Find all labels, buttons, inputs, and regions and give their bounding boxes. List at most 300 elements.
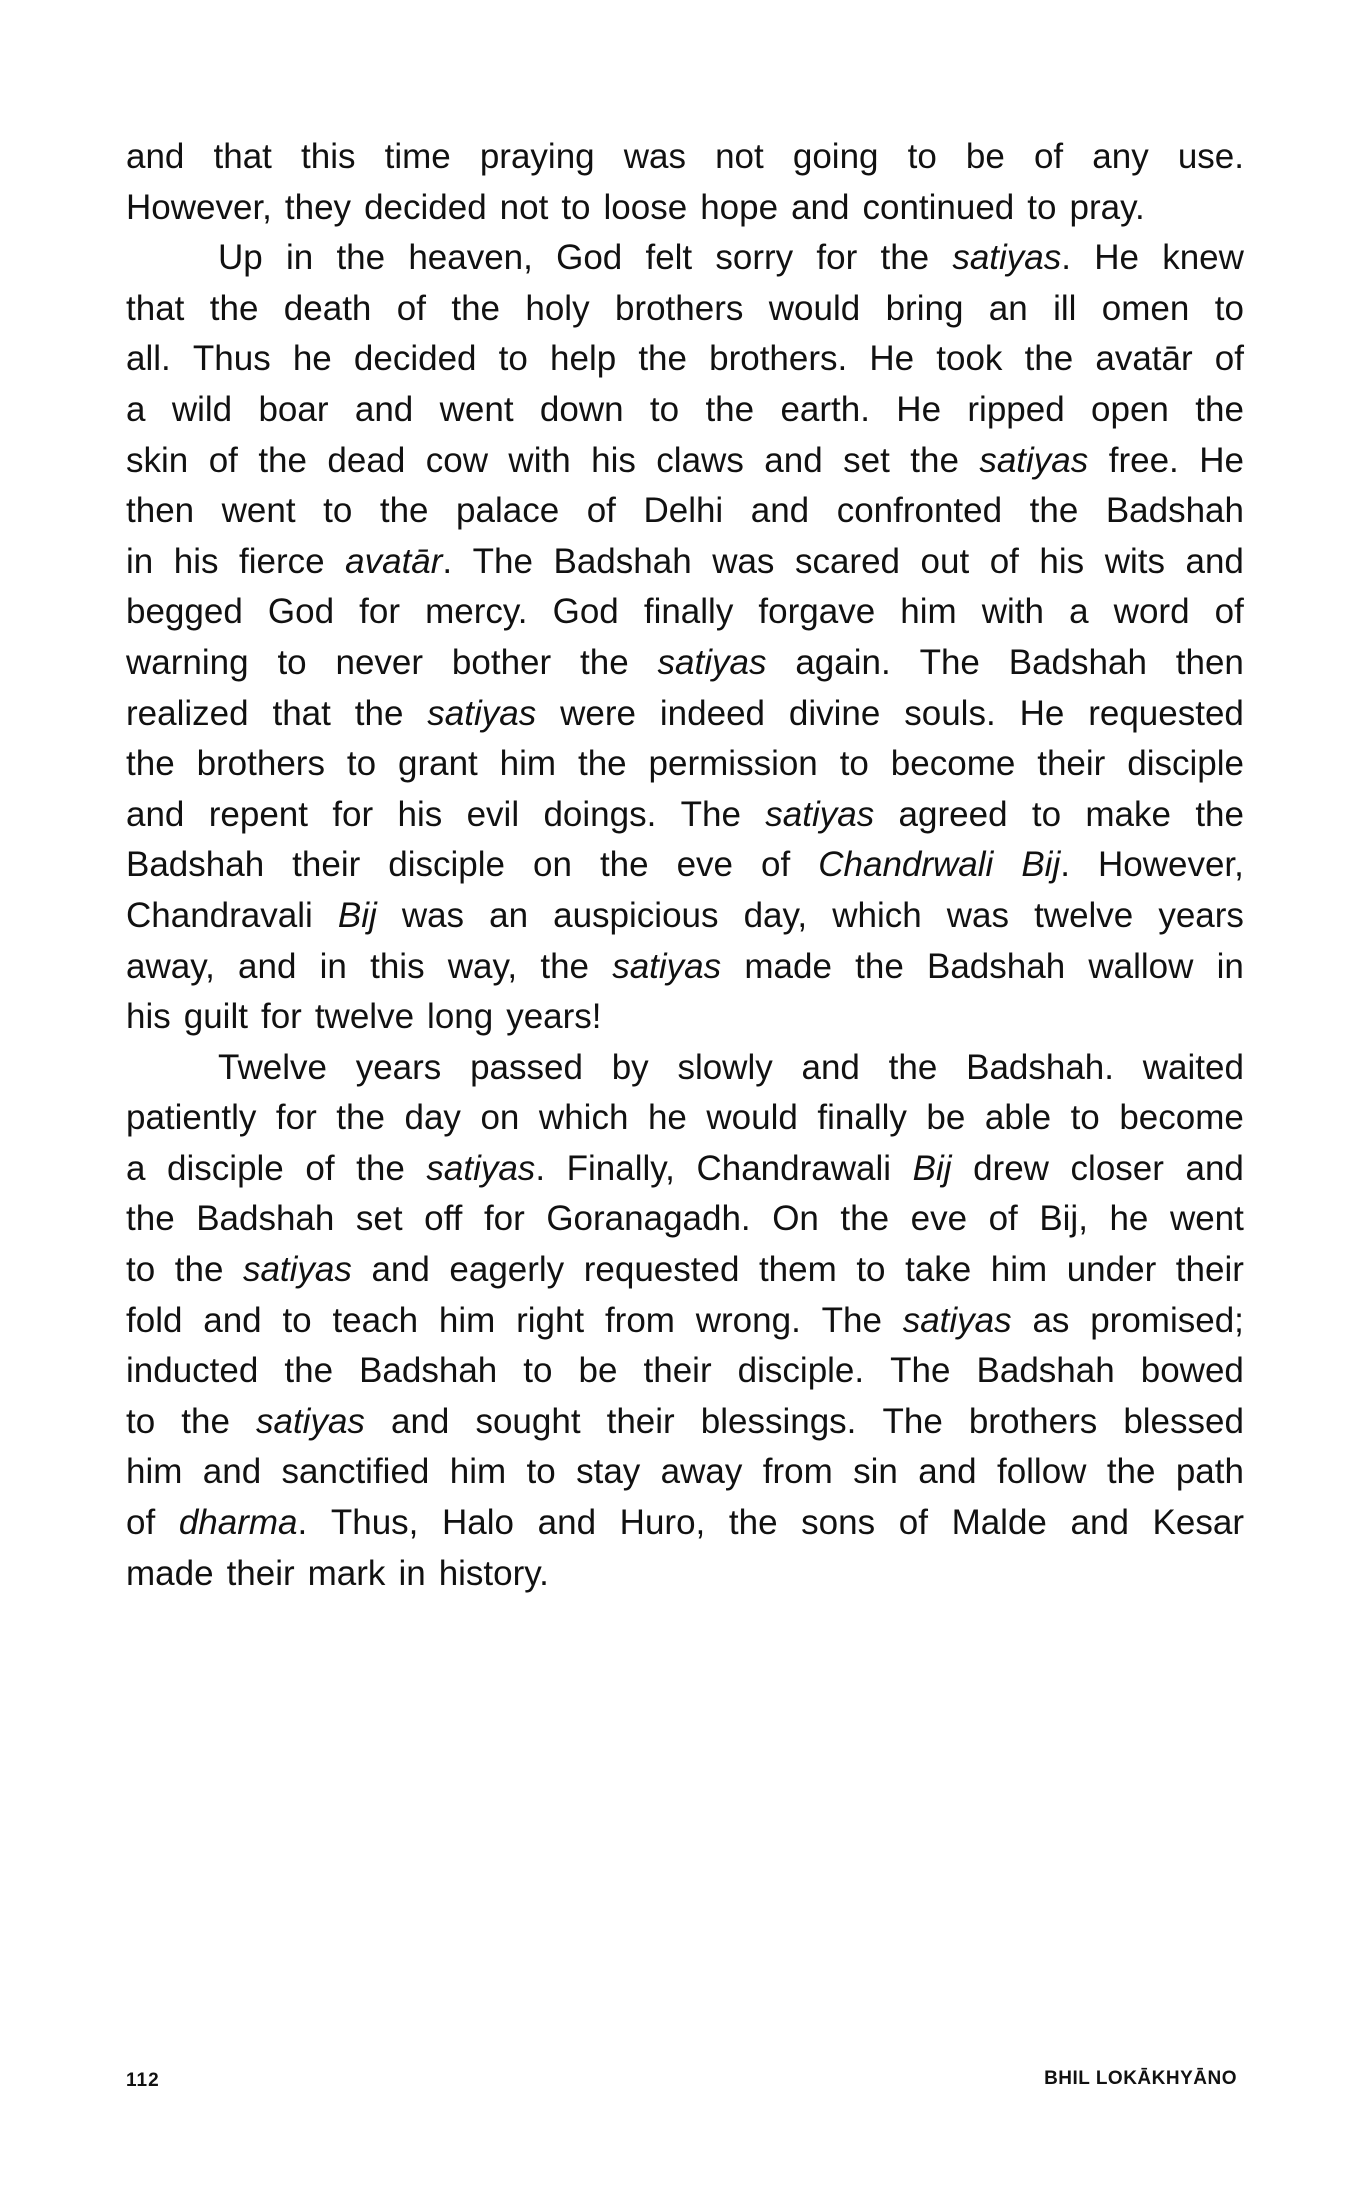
word: Badshah — [1105, 491, 1244, 531]
word: Delhi — [643, 491, 724, 531]
word: path — [1175, 1452, 1244, 1492]
word: years! — [506, 997, 602, 1037]
word: his — [1039, 541, 1085, 581]
word: for — [260, 997, 302, 1037]
word: brothers — [614, 288, 744, 328]
word: their — [226, 1553, 295, 1593]
word: auspicious — [553, 895, 719, 935]
word: make — [1085, 794, 1171, 834]
word: him — [449, 1452, 507, 1492]
word: for — [332, 794, 374, 834]
body-text — [126, 132, 1244, 1599]
word: avatār — [1095, 339, 1193, 379]
word: to — [907, 137, 937, 176]
word: mark — [307, 1553, 386, 1593]
word: on — [480, 1098, 520, 1138]
word: bring — [885, 288, 964, 328]
word: requested — [1088, 693, 1244, 733]
word: the — [336, 238, 386, 278]
word: waited — [1142, 1047, 1244, 1087]
word: not — [499, 187, 549, 227]
italic-word: satiyas — [255, 1401, 365, 1441]
word: the — [356, 1148, 405, 1188]
word: patiently — [126, 1098, 257, 1138]
word: long — [427, 997, 494, 1037]
word: of — [396, 288, 426, 328]
word: heaven, — [408, 238, 533, 278]
word: his — [173, 541, 219, 581]
word: down — [539, 389, 624, 429]
word: to — [649, 389, 680, 429]
word: an — [988, 288, 1028, 328]
text-line — [126, 1043, 1244, 1094]
word: and — [203, 1300, 262, 1340]
word: Badshah. — [966, 1047, 1114, 1087]
italic-word: satiyas — [657, 642, 767, 682]
word: off — [424, 1199, 463, 1239]
word: scared — [794, 541, 901, 581]
word: and — [1185, 1148, 1244, 1188]
italic-word: Bij — [337, 895, 377, 935]
word: repent — [208, 794, 308, 834]
word: eve — [676, 845, 734, 885]
word: day — [404, 1098, 461, 1138]
word: a — [126, 389, 146, 429]
word: of — [898, 1503, 928, 1543]
running-title: BHIL LOKĀKHYĀNO — [1044, 2068, 1237, 2089]
word: brothers — [196, 744, 325, 784]
word: to — [282, 1300, 312, 1340]
word: not — [715, 137, 764, 176]
word: years — [1158, 895, 1244, 935]
word: the — [209, 288, 259, 328]
word: their — [606, 1401, 675, 1441]
page-number: 112 — [126, 2070, 160, 2091]
text-line — [126, 1245, 1244, 1296]
word: word — [1113, 592, 1190, 632]
word: was — [623, 137, 686, 176]
word: history. — [438, 1553, 549, 1593]
word: knew — [1162, 238, 1244, 278]
word: to — [839, 744, 869, 784]
word: in — [398, 1553, 426, 1593]
word: dead — [327, 440, 406, 480]
text-line — [126, 638, 1244, 689]
word: agreed — [898, 794, 1008, 834]
word: the — [1195, 389, 1244, 429]
word: day, — [743, 895, 808, 935]
word: death — [283, 288, 372, 328]
word: Thus — [192, 339, 271, 379]
word: begged — [126, 592, 243, 632]
italic-word: satiyas — [765, 794, 875, 834]
word: in — [1216, 946, 1244, 986]
word: He — [1094, 238, 1139, 278]
word: the — [705, 389, 755, 429]
word: of — [126, 1503, 156, 1543]
word: Halo — [442, 1503, 515, 1543]
word: He — [869, 339, 915, 379]
word: blessed — [1123, 1401, 1244, 1441]
word: for — [816, 238, 858, 278]
word: disciple — [1127, 744, 1244, 784]
word: his — [126, 997, 171, 1037]
text-line — [126, 992, 1244, 1043]
word: the — [1195, 794, 1244, 834]
word: years — [355, 1047, 442, 1087]
punctuation: . — [1060, 845, 1070, 885]
word: and — [537, 1503, 597, 1543]
word: the — [174, 1250, 224, 1290]
word: be — [965, 137, 1005, 176]
word: then — [126, 491, 195, 531]
word: palace — [456, 491, 560, 531]
word: become — [890, 744, 1016, 784]
word: be — [578, 1351, 618, 1391]
word: would — [706, 1098, 798, 1138]
word: bother — [451, 642, 552, 682]
word: to — [856, 1250, 886, 1290]
word: their — [1175, 1250, 1244, 1290]
word: Up — [218, 238, 263, 278]
word: away — [660, 1452, 743, 1492]
text-line — [126, 537, 1244, 588]
word: and — [126, 794, 185, 834]
word: this — [301, 137, 356, 176]
text-line — [126, 233, 1244, 284]
punctuation: . — [1061, 238, 1072, 278]
word: omen — [1101, 288, 1190, 328]
word: loose — [603, 187, 688, 227]
text-line — [126, 1296, 1244, 1347]
word: Twelve — [218, 1047, 327, 1087]
word: Badshah — [976, 1351, 1115, 1391]
word: guilt — [183, 997, 248, 1037]
word: and — [764, 440, 823, 480]
word: Finally, — [566, 1148, 675, 1188]
word: finally — [643, 592, 734, 632]
word: God — [556, 238, 623, 278]
word: were — [560, 693, 636, 733]
word: of — [1214, 339, 1244, 379]
text-line — [126, 436, 1244, 487]
word: grant — [397, 744, 478, 784]
word: Malde — [951, 1503, 1047, 1543]
italic-word: Bij. — [1021, 845, 1070, 885]
word: The — [472, 541, 533, 581]
word: disciple — [388, 845, 505, 885]
word: to — [126, 1250, 156, 1290]
word: set — [843, 440, 890, 480]
word: his — [397, 794, 443, 834]
word: that — [213, 137, 272, 176]
text-line — [126, 840, 1244, 891]
word: any — [1092, 137, 1149, 176]
word: doings. — [543, 794, 657, 834]
word: teach — [332, 1300, 419, 1340]
word: Goranagadh. — [546, 1199, 751, 1239]
word: to — [346, 744, 377, 784]
word: under — [1066, 1250, 1157, 1290]
punctuation: . — [442, 541, 453, 581]
word: promised; — [1090, 1300, 1244, 1340]
word: all. — [126, 339, 171, 379]
word: which — [538, 1098, 629, 1138]
word: Badshah — [553, 541, 692, 581]
word: the — [258, 440, 307, 480]
word: wrong. — [695, 1300, 801, 1340]
word: they — [284, 187, 352, 227]
text-line — [126, 1093, 1244, 1144]
word: out — [920, 541, 970, 581]
word: ill — [1053, 288, 1077, 328]
text-line — [126, 1194, 1244, 1245]
word: to — [523, 1351, 553, 1391]
word: took — [936, 339, 1003, 379]
word: and — [238, 946, 297, 986]
word: disciple. — [737, 1351, 865, 1391]
word: a — [126, 1148, 146, 1188]
word: for — [483, 1199, 525, 1239]
text-line — [126, 942, 1244, 993]
text-line — [126, 1549, 1244, 1600]
word: the — [880, 238, 930, 278]
word: then — [1175, 642, 1244, 682]
word: him — [499, 744, 557, 784]
word: decided — [353, 339, 477, 379]
word: closer — [1070, 1148, 1164, 1188]
word: Chandrawali — [696, 1148, 892, 1188]
text-line — [126, 334, 1244, 385]
word: in — [285, 238, 314, 278]
text-line — [126, 739, 1244, 790]
word: was — [401, 895, 465, 935]
text-line — [126, 1447, 1244, 1498]
word: hope — [700, 187, 779, 227]
word: of — [761, 845, 791, 885]
word: an — [489, 895, 529, 935]
word: from — [762, 1452, 833, 1492]
word: and — [354, 389, 414, 429]
word: of — [586, 491, 616, 531]
word: the — [577, 744, 627, 784]
word: Badshah — [126, 845, 265, 885]
word: him — [438, 1300, 496, 1340]
word: of — [1033, 137, 1064, 176]
word: and — [1070, 1503, 1129, 1543]
word: continued — [862, 187, 1015, 227]
text-line — [126, 1498, 1244, 1549]
word: and — [1185, 541, 1244, 581]
word: their — [643, 1351, 712, 1391]
word: brothers — [968, 1401, 1098, 1441]
word: However, — [1097, 845, 1244, 885]
text-line — [126, 385, 1244, 436]
text-line — [126, 1397, 1244, 1448]
word: the — [336, 1098, 385, 1138]
text-line — [126, 486, 1244, 537]
word: open — [1091, 389, 1169, 429]
text-line — [126, 689, 1244, 740]
word: and — [390, 1401, 450, 1441]
word: for — [275, 1098, 317, 1138]
word: to — [1027, 187, 1057, 227]
word: their — [292, 845, 361, 885]
word: right — [516, 1300, 585, 1340]
word: wild — [171, 389, 233, 429]
word: The — [890, 1351, 951, 1391]
word: sin — [853, 1452, 898, 1492]
italic-word: satiyas — [242, 1250, 352, 1290]
word: cow — [425, 440, 488, 480]
word: pray. — [1069, 187, 1145, 227]
word: twelve — [1034, 895, 1134, 935]
italic-word: satiyas — [979, 440, 1089, 480]
word: fierce — [239, 541, 325, 581]
word: for — [359, 592, 400, 632]
word: decided — [364, 187, 487, 227]
word: went — [221, 491, 296, 531]
word: on — [533, 845, 572, 885]
word: the — [284, 1351, 334, 1391]
word: sanctified — [281, 1452, 430, 1492]
word: use. — [1177, 137, 1244, 176]
word: blessings. — [700, 1401, 857, 1441]
text-line — [126, 1144, 1244, 1195]
word: of — [305, 1148, 335, 1188]
word: permission — [648, 744, 818, 784]
word: the — [540, 946, 590, 986]
word: passed — [470, 1047, 583, 1087]
word: went — [1169, 1199, 1244, 1239]
word: forgave — [758, 592, 876, 632]
word: was — [946, 895, 1009, 935]
word: the — [840, 1199, 890, 1239]
word: God — [267, 592, 335, 632]
word: them — [758, 1250, 837, 1290]
word: and — [371, 1250, 430, 1290]
word: take — [905, 1250, 972, 1290]
word: way, — [447, 946, 518, 986]
word: from — [604, 1300, 675, 1340]
word: the — [354, 693, 404, 733]
word: going — [792, 137, 879, 176]
word: the — [910, 440, 959, 480]
word: the — [1024, 339, 1074, 379]
word: souls. — [904, 693, 996, 733]
word: of — [208, 440, 238, 480]
italic-word: avatār. — [345, 541, 453, 581]
word: The — [919, 642, 980, 682]
word: bowed — [1140, 1351, 1244, 1391]
word: to — [1031, 794, 1062, 834]
word: a — [1069, 592, 1089, 632]
word: inducted — [126, 1351, 259, 1391]
word: of — [1214, 592, 1244, 632]
text-line — [126, 132, 1244, 183]
word: follow — [996, 1452, 1087, 1492]
word: eagerly — [449, 1250, 565, 1290]
word: the — [126, 1199, 175, 1239]
word: made — [126, 1553, 214, 1593]
word: On — [772, 1199, 819, 1239]
text-line — [126, 790, 1244, 841]
word: The — [680, 794, 741, 834]
word: requested — [583, 1250, 740, 1290]
word: confronted — [836, 491, 1003, 531]
word: He — [1199, 440, 1244, 480]
word: help — [550, 339, 617, 379]
text-line — [126, 183, 1244, 234]
word: the — [181, 1401, 230, 1441]
word: evil — [466, 794, 520, 834]
italic-word: Bij — [912, 1148, 952, 1188]
word: become — [1119, 1098, 1244, 1138]
word: of — [988, 1199, 1018, 1239]
word: boar — [258, 389, 329, 429]
word: and — [750, 491, 810, 531]
word: Chandravali — [126, 895, 313, 935]
word: in — [126, 541, 154, 581]
word: wallow — [1088, 946, 1194, 986]
word: of — [989, 541, 1019, 581]
word: never — [335, 642, 424, 682]
word: disciple — [167, 1148, 284, 1188]
word: away, — [126, 946, 215, 986]
word: him — [126, 1452, 183, 1492]
word: sought — [475, 1401, 581, 1441]
word: God — [552, 592, 619, 632]
word: skin — [126, 440, 189, 480]
word: realized — [126, 693, 249, 733]
word: and — [918, 1452, 977, 1492]
text-line — [126, 891, 1244, 942]
italic-word: satiyas — [427, 693, 537, 733]
word: to — [323, 491, 353, 531]
word: his — [591, 440, 636, 480]
word: to — [277, 642, 307, 682]
word: that — [272, 693, 331, 733]
italic-word: satiyas. — [952, 238, 1072, 278]
word: was — [712, 541, 775, 581]
text-line — [126, 284, 1244, 335]
italic-word: dharma. — [178, 1503, 308, 1543]
word: ripped — [967, 389, 1065, 429]
word: indeed — [659, 693, 765, 733]
word: Huro, — [619, 1503, 706, 1543]
word: again. — [795, 642, 891, 682]
italic-word: Chandrwali — [818, 845, 994, 885]
word: made — [744, 946, 832, 986]
word: slowly — [677, 1047, 773, 1087]
word: be — [926, 1098, 966, 1138]
word: the — [379, 491, 429, 531]
word: time — [384, 137, 451, 176]
word: Badshah — [359, 1351, 498, 1391]
word: However, — [126, 187, 272, 227]
word: He — [1019, 693, 1065, 733]
word: eve — [910, 1199, 968, 1239]
italic-word: satiyas. — [426, 1148, 546, 1188]
word: mercy. — [425, 592, 528, 632]
word: Bij, — [1039, 1199, 1088, 1239]
word: the — [599, 845, 649, 885]
word: which — [832, 895, 922, 935]
word: Kesar — [1152, 1503, 1244, 1543]
word: free. — [1108, 440, 1179, 480]
punctuation: . — [297, 1503, 308, 1543]
word: divine — [788, 693, 881, 733]
